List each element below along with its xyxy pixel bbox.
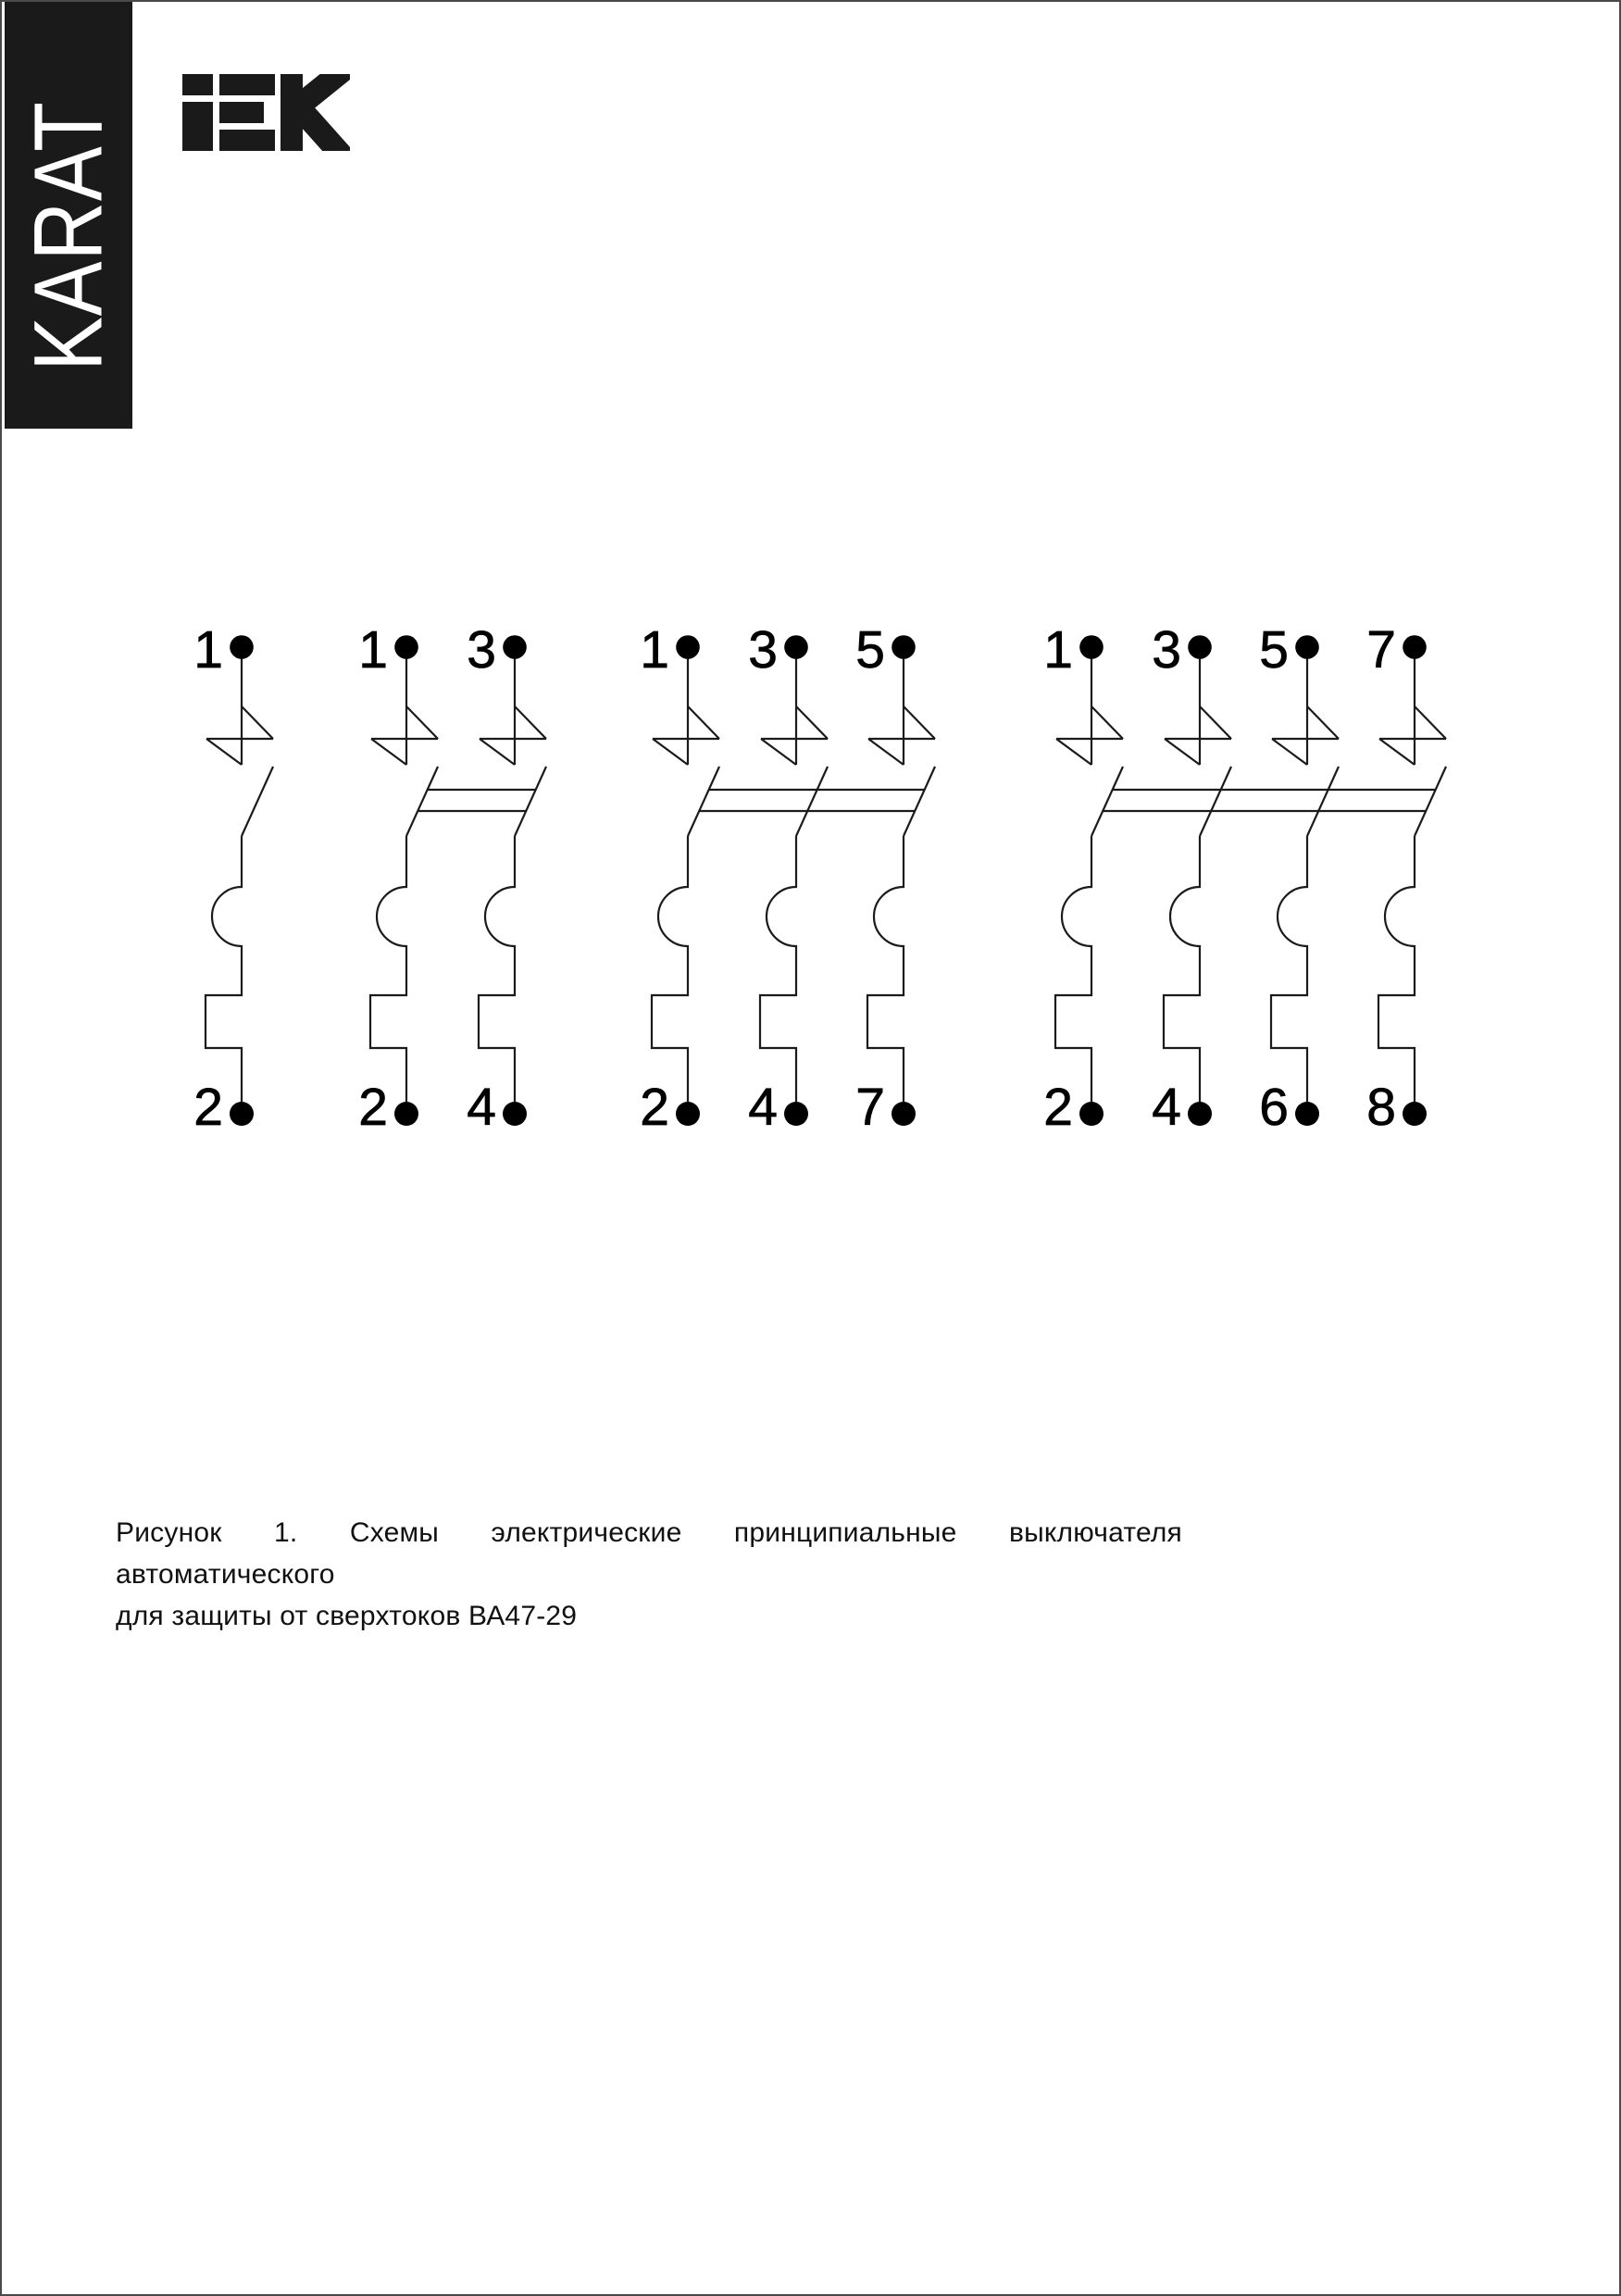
pole-contact-blade: [1091, 767, 1123, 836]
figure-caption-line1: Рисунок 1. Схемы электрические принципиальные выключателя автоматического: [116, 1517, 1182, 1590]
terminal-dot-bottom: [1188, 1102, 1212, 1126]
terminal-dot-top: [1188, 635, 1212, 659]
pole-thermal-magnetic-path: [652, 836, 688, 1102]
pole-thermal-magnetic-path: [1271, 836, 1307, 1102]
terminal-label-bottom: 4: [467, 1078, 496, 1137]
terminal-label-bottom: 6: [1259, 1078, 1289, 1137]
terminal-label-bottom: 2: [640, 1078, 669, 1137]
pole-thermal-magnetic-path: [206, 836, 242, 1102]
terminal-label-top: 3: [748, 620, 778, 680]
terminal-label-top: 7: [1366, 620, 1396, 680]
terminal-dot-top: [230, 635, 254, 659]
karat-sidebar-label: KARAT: [14, 101, 123, 371]
pole-contact-blade: [1200, 767, 1231, 836]
terminal-dot-top: [503, 635, 527, 659]
terminal-dot-top: [1403, 635, 1427, 659]
terminal-label-bottom: 4: [748, 1078, 778, 1137]
terminal-dot-bottom: [784, 1102, 808, 1126]
terminal-dot-top: [1295, 635, 1319, 659]
pole-thermal-magnetic-path: [1164, 836, 1200, 1102]
diagram-3-pole: [640, 620, 935, 1137]
diagram-4-pole: [1043, 620, 1446, 1137]
pole-contact-blade: [688, 767, 719, 836]
pole-thermal-magnetic-path: [479, 836, 515, 1102]
terminal-dot-bottom: [676, 1102, 700, 1126]
terminal-label-bottom: 2: [193, 1078, 223, 1137]
terminal-dot-bottom: [1079, 1102, 1104, 1126]
terminal-label-top: 3: [467, 620, 496, 680]
pole-thermal-magnetic-path: [760, 836, 796, 1102]
pole-contact-blade: [515, 767, 546, 836]
terminal-dot-top: [676, 635, 700, 659]
pole-contact-blade: [904, 767, 935, 836]
terminal-label-top: 1: [193, 620, 223, 680]
terminal-dot-bottom: [892, 1102, 916, 1126]
terminal-label-bottom: 2: [358, 1078, 388, 1137]
figure-caption-line2: для защиты от сверхтоков ВА47-29: [116, 1601, 578, 1631]
pole-thermal-magnetic-path: [1055, 836, 1091, 1102]
diagram-2-pole: [358, 620, 546, 1137]
terminal-dot-bottom: [394, 1102, 418, 1126]
terminal-label-top: 1: [358, 620, 388, 680]
terminal-dot-bottom: [1295, 1102, 1319, 1126]
terminal-label-bottom: 8: [1366, 1078, 1396, 1137]
terminal-label-bottom: 2: [1043, 1078, 1073, 1137]
pole-contact-blade: [1415, 767, 1446, 836]
terminal-dot-top: [394, 635, 418, 659]
terminal-dot-top: [892, 635, 916, 659]
terminal-label-bottom: 4: [1152, 1078, 1181, 1137]
pole-contact-blade: [1307, 767, 1339, 836]
pole-contact-blade: [796, 767, 828, 836]
terminal-dot-bottom: [230, 1102, 254, 1126]
pole-thermal-magnetic-path: [867, 836, 904, 1102]
terminal-label-bottom: 7: [855, 1078, 885, 1137]
terminal-label-top: 3: [1152, 620, 1181, 680]
figure-caption: [116, 1512, 1182, 1637]
diagram-1-pole: [193, 620, 273, 1137]
terminal-label-top: 1: [1043, 620, 1073, 680]
terminal-dot-top: [784, 635, 808, 659]
terminal-label-top: 5: [1259, 620, 1289, 680]
terminal-label-top: 1: [640, 620, 669, 680]
terminal-dot-bottom: [1403, 1102, 1427, 1126]
pole-thermal-magnetic-path: [370, 836, 406, 1102]
pole-contact-blade: [406, 767, 438, 836]
pole-contact-blade: [242, 767, 273, 836]
terminal-dot-top: [1079, 635, 1104, 659]
terminal-dot-bottom: [503, 1102, 527, 1126]
pole-thermal-magnetic-path: [1378, 836, 1415, 1102]
terminal-label-top: 5: [855, 620, 885, 680]
